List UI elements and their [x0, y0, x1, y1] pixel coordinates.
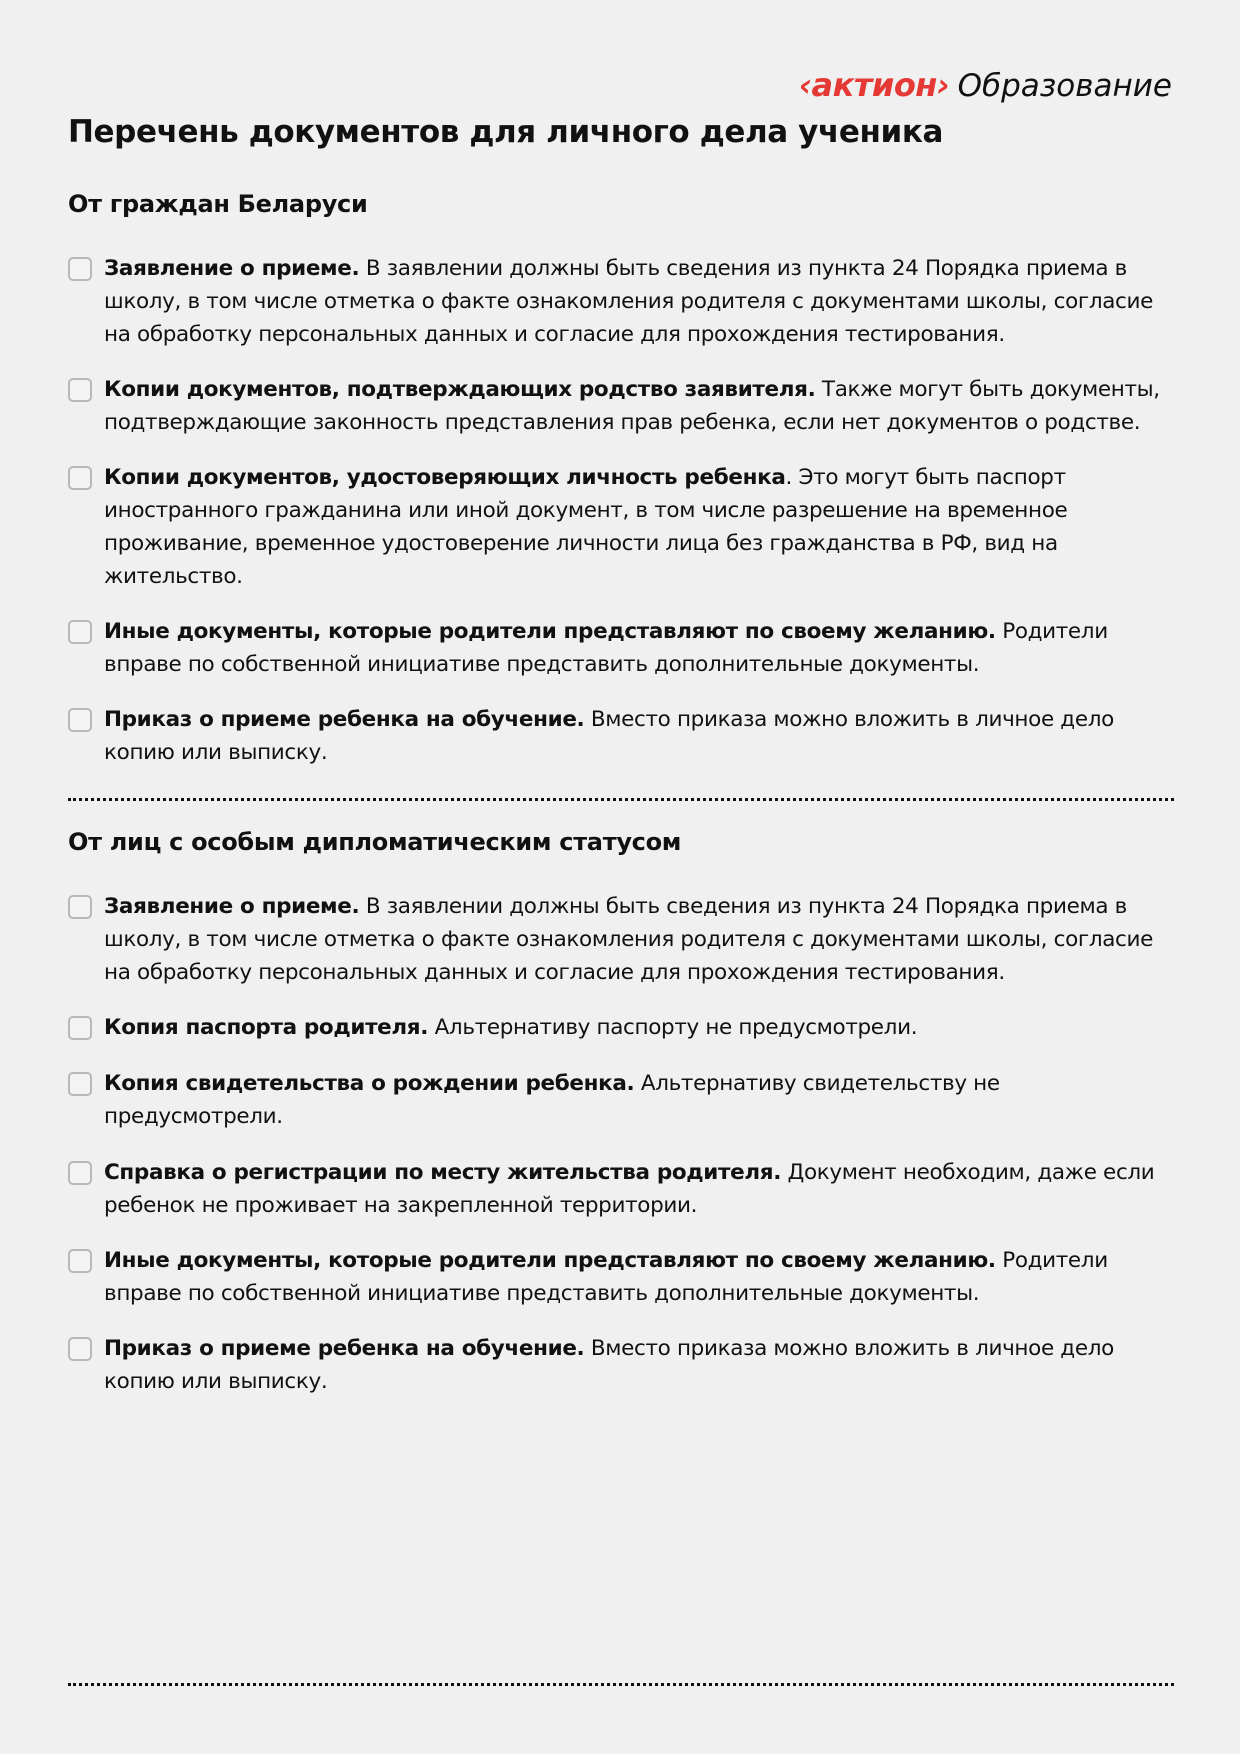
checklist-item [68, 252, 1174, 351]
section-heading-diplomatic: От лиц с особым дипломатическим статусом [68, 828, 682, 856]
item-title: Копия паспорта родителя. [104, 1015, 429, 1040]
item-description: Документ необходим, даже если ребенок не проживает на закрепленной территории. [104, 1160, 1155, 1218]
checklist-belarus [68, 252, 1174, 769]
item-description: Родители вправе по собственной инициативе представить дополнительные документы. [104, 1248, 1108, 1306]
checklist-item [68, 461, 1174, 593]
checklist-item [68, 1244, 1174, 1310]
item-description: В заявлении должны быть сведения из пункта 24 Порядка приема в школу, в том числе отметка о факте ознакомления родителя с документами школы, согласие на обработку персональных данных и согласие для прохождения тестирования. [104, 894, 1154, 985]
checkbox[interactable] [68, 708, 92, 732]
checkbox[interactable] [68, 1072, 92, 1096]
item-title: Иные документы, которые родители представляют по своему желанию. [104, 619, 996, 644]
item-title: Приказ о приеме ребенка на обучение. [104, 1336, 585, 1361]
checkbox[interactable] [68, 1337, 92, 1361]
checklist-item [68, 373, 1174, 439]
section-heading-belarus: От граждан Беларуси [68, 190, 368, 218]
item-description: Также могут быть документы, подтверждающие законность представления прав ребенка, если нет документов о родстве. [104, 377, 1160, 435]
dotted-divider [68, 798, 1174, 801]
item-title: Копии документов, удостоверяющих личность ребенка [104, 465, 786, 490]
checkbox[interactable] [68, 1016, 92, 1040]
checkbox[interactable] [68, 1249, 92, 1273]
item-title: Копия свидетельства о рождении ребенка. [104, 1071, 635, 1096]
checklist-item [68, 1332, 1174, 1398]
dotted-divider-bottom [68, 1683, 1174, 1686]
item-title: Справка о регистрации по месту жительства родителя. [104, 1160, 782, 1185]
checkbox[interactable] [68, 378, 92, 402]
item-title: Заявление о приеме. [104, 256, 360, 281]
item-description: Вместо приказа можно вложить в личное дело копию или выписку. [104, 707, 1114, 765]
item-title: Копии документов, подтверждающих родство заявителя. [104, 377, 816, 402]
page-title: Перечень документов для личного дела ученика [68, 114, 943, 150]
item-title: Заявление о приеме. [104, 894, 360, 919]
item-description: Альтернативу свидетельству не предусмотрели. [104, 1071, 1000, 1129]
checklist-diplomatic [68, 890, 1174, 1398]
checkbox[interactable] [68, 466, 92, 490]
item-description: Альтернативу паспорту не предусмотрели. [428, 1015, 918, 1040]
checklist-item [68, 890, 1174, 989]
checklist-item [68, 615, 1174, 681]
checklist-item [68, 703, 1174, 769]
checkbox[interactable] [68, 895, 92, 919]
item-description: Родители вправе по собственной инициативе представить дополнительные документы. [104, 619, 1108, 677]
logo-product: Образование [957, 68, 1172, 104]
checklist-item [68, 1156, 1174, 1222]
item-description: . Это могут быть паспорт иностранного гражданина или иной документ, в том числе разрешение на временное проживание, временное удостоверение личности лица без гражданства в РФ, вид на жительство. [104, 465, 1068, 589]
logo-brand: ‹актион› [798, 66, 950, 104]
item-description: В заявлении должны быть сведения из пункта 24 Порядка приема в школу, в том числе отметка о факте ознакомления родителя с документами школы, согласие на обработку персональных данных и согласие для прохождения тестирования. [104, 256, 1154, 347]
checklist-item [68, 1067, 1174, 1133]
item-description: Вместо приказа можно вложить в личное дело копию или выписку. [104, 1336, 1114, 1394]
checkbox[interactable] [68, 620, 92, 644]
item-title: Иные документы, которые родители представляют по своему желанию. [104, 1248, 996, 1273]
item-title: Приказ о приеме ребенка на обучение. [104, 707, 585, 732]
checkbox[interactable] [68, 257, 92, 281]
checkbox[interactable] [68, 1161, 92, 1185]
aktion-education-logo [799, 66, 1172, 104]
checklist-item [68, 1011, 1174, 1044]
